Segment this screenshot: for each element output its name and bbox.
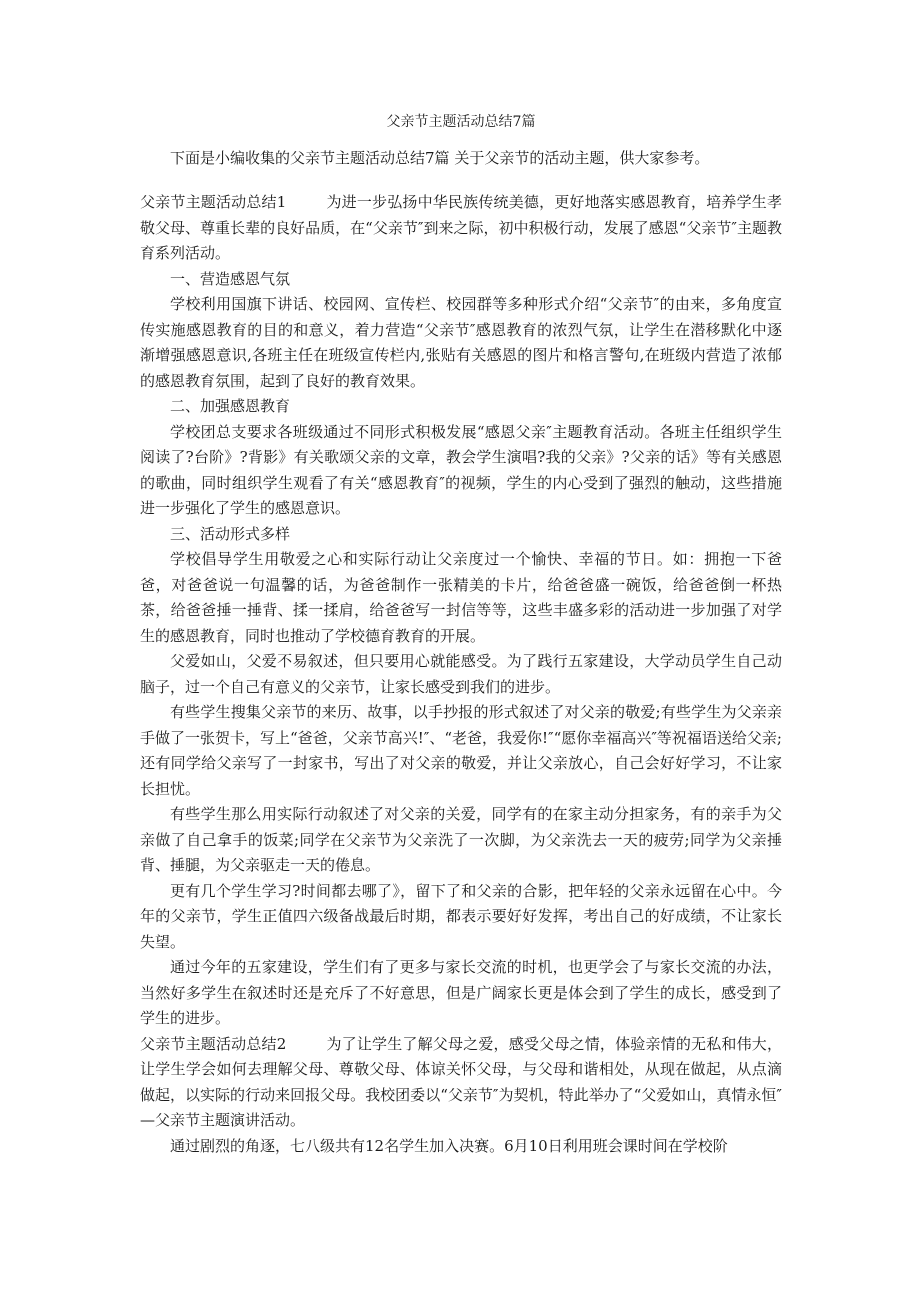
section-1-paragraph-6: 有些学生那么用实际行动叙述了对父亲的关爱，同学有的在家主动分担家务，有的亲手为父亲做了自己拿手的饭菜;同学在父亲节为父亲洗了一次脚，为父亲洗去一天的疲劳;同学为父亲捶背、捶腿，为父亲驱走一天的倦息。 — [140, 805, 782, 874]
document-title: 父亲节主题活动总结7篇 — [386, 114, 536, 130]
document-page — [140, 112, 782, 1159]
section-1-paragraph-8: 通过今年的五家建设，学生们有了更多与家长交流的时机，也更学会了与家长交流的办法，当然好多学生在叙述时还是充斥了不好意思，但是广阔家长更是体会到了学生的成长，感受到了学生的进步。 — [140, 958, 782, 1027]
section-1-paragraph-2: 学校团总支要求各班级通过不同形式积极发展“感恩父亲″主题教育活动。各班主任组织学生阅读了?台阶》?背影》有关歌颂父亲的文章，教会学生演唱?我的父亲》?父亲的话》等有关感恩的歌曲，同时组织学生观看了有关“感恩教育″的视频，学生的内心受到了强烈的触动，这些措施进一步强化了学生的感恩意识。 — [140, 422, 782, 517]
section-2-lead: 为了让学生了解父母之爱，感受父母之情，体验亲情的无私和伟大，让学生学会如何去理解父母、尊敬父母、体谅关怀父母，与父母和谐相处，从现在做起，从点滴做起，以实际的行动来回报父母。我校团委以“父亲节″为契机，特此举办了“父爱如山，真情永恒″—父亲节主题演讲活动。 — [140, 1034, 782, 1129]
section-1-paragraph-4: 父爱如山，父爱不易叙述，但只要用心就能感受。为了践行五家建设，大学动员学生自己动脑子，过一个自己有意义的父亲节，让家长感受到我们的进步。 — [140, 652, 782, 696]
section-1-heading-1: 一、营造感恩气氛 — [170, 269, 291, 288]
section-2-lead-paragraph — [140, 1032, 782, 1134]
section-1-paragraph-5: 有些学生搜集父亲节的来历、故事，以手抄报的形式叙述了对父亲的敬爱;有些学生为父亲亲手做了一张贺卡，写上“爸爸，父亲节高兴!″、“老爸，我爱你!″“愿你幸福高兴″等祝福语送给父亲;还有同学给父亲写了一封家书，写出了对父亲的敬爱，并让父亲放心，自己会好好学习，不让家长担忧。 — [140, 703, 782, 798]
section-1-paragraph-3: 学校倡导学生用敬爱之心和实际行动让父亲度过一个愉快、幸福的节日。如：拥抱一下爸爸，对爸爸说一句温馨的话，为爸爸制作一张精美的卡片，给爸爸盛一碗饭，给爸爸倒一杯热茶，给爸爸捶一捶背、揉一揉肩，给爸爸写一封信等等，这些丰盛多彩的活动进一步加强了对学生的感恩教育，同时也推动了学校德育教育的开展。 — [140, 550, 782, 645]
document-intro: 下面是小编收集的父亲节主题活动总结7篇 关于父亲节的活动主题，供大家参考。 — [170, 149, 710, 167]
section-1-label: 父亲节主题活动总结1 — [140, 193, 287, 211]
section-1-lead-paragraph — [140, 190, 782, 267]
section-2-label: 父亲节主题活动总结2 — [140, 1034, 287, 1053]
section-1-paragraph-7: 更有几个学生学习?时间都去哪了》，留下了和父亲的合影，把年轻的父亲永远留在心中。今年的父亲节，学生正值四六级备战最后时期，都表示要好好发挥，考出自己的好成绩，不让家长失望。 — [140, 881, 782, 951]
section-1-heading-2: 二、加强感恩教育 — [170, 397, 291, 415]
section-2-paragraph-1: 通过剧烈的角逐，七八级共有12名学生加入决赛。6月10日利用班会课时间在学校阶 — [170, 1136, 728, 1155]
section-1-paragraph-1: 学校利用国旗下讲话、校园网、宣传栏、校园群等多种形式介绍“父亲节″的由来，多角度宣传实施感恩教育的目的和意义，着力营造“父亲节″感恩教育的浓烈气氛，让学生在潜移默化中逐渐增强感恩意识,各班主任在班级宣传栏内,张贴有关感恩的图片和格言警句,在班级内营造了浓郁的感恩教育氛围，起到了良好的教育效果。 — [140, 295, 782, 390]
section-1-heading-3: 三、活动形式多样 — [170, 524, 291, 543]
section-1-lead: 为进一步弘扬中华民族传统美德，更好地落实感恩教育，培养学生孝敬父母、尊重长辈的良好品质，在“父亲节″到来之际，初中积极行动，发展了感恩“父亲节″主题教育系列活动。 — [140, 193, 782, 262]
